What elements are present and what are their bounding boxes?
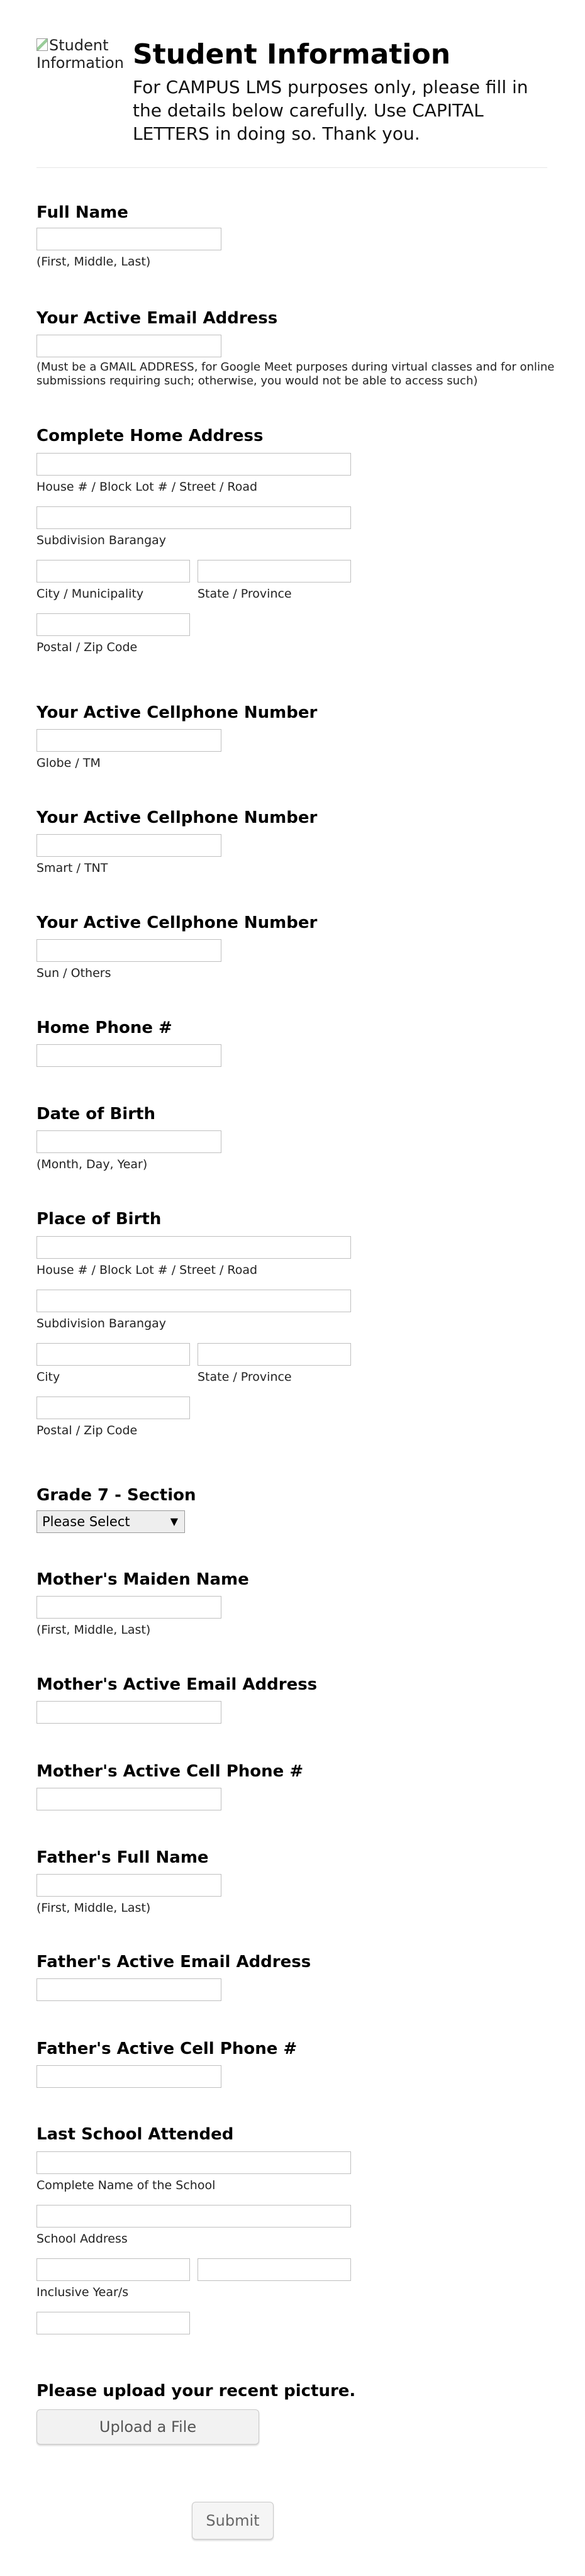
submit-button[interactable]: Submit bbox=[192, 2502, 274, 2540]
cell-sun-hint: Sun / Others bbox=[36, 966, 111, 980]
home-state-hint: State / Province bbox=[198, 587, 292, 601]
cell-smart-hint: Smart / TNT bbox=[36, 861, 108, 875]
home-zip-input[interactable] bbox=[36, 613, 190, 636]
mother-phone-input[interactable] bbox=[36, 1788, 221, 1810]
birth-city-input[interactable] bbox=[36, 1343, 190, 1366]
school-year-to-input[interactable] bbox=[198, 2258, 351, 2281]
upload-file-button[interactable]: Upload a File bbox=[36, 2409, 259, 2445]
home-address-line1-hint: House # / Block Lot # / Street / Road bbox=[36, 480, 258, 494]
form-header bbox=[36, 35, 547, 168]
school-address-hint: School Address bbox=[36, 2232, 128, 2246]
birth-zip-input[interactable] bbox=[36, 1397, 190, 1419]
cell-globe-hint: Globe / TM bbox=[36, 756, 101, 770]
full-name-input[interactable] bbox=[36, 228, 221, 250]
logo-image bbox=[36, 36, 125, 72]
home-phone-input[interactable] bbox=[36, 1044, 221, 1067]
home-phone-label: Home Phone # bbox=[36, 1018, 172, 1037]
school-year-from-input[interactable] bbox=[36, 2258, 190, 2281]
father-name-hint: (First, Middle, Last) bbox=[36, 1901, 151, 1915]
birth-state-input[interactable] bbox=[198, 1343, 351, 1366]
school-extra-input[interactable] bbox=[36, 2312, 190, 2334]
email-label: Your Active Email Address bbox=[36, 309, 278, 328]
logo-alt-text: Student Information bbox=[36, 36, 124, 72]
birth-zip-hint: Postal / Zip Code bbox=[36, 1424, 138, 1437]
home-address-line1-input[interactable] bbox=[36, 453, 351, 476]
cell-globe-label: Your Active Cellphone Number bbox=[36, 703, 318, 722]
home-state-input[interactable] bbox=[198, 560, 351, 583]
full-name-hint: (First, Middle, Last) bbox=[36, 255, 151, 269]
home-address-line2-hint: Subdivision Barangay bbox=[36, 533, 167, 547]
email-input[interactable] bbox=[36, 335, 221, 357]
home-city-input[interactable] bbox=[36, 560, 190, 583]
school-name-input[interactable] bbox=[36, 2151, 351, 2174]
father-phone-label: Father's Active Cell Phone # bbox=[36, 2039, 298, 2058]
birth-city-hint: City bbox=[36, 1370, 60, 1384]
home-zip-hint: Postal / Zip Code bbox=[36, 640, 138, 654]
picture-label: Please upload your recent picture. bbox=[36, 2382, 356, 2400]
section-select-value: Please Select bbox=[42, 1514, 130, 1529]
cell-globe-input[interactable] bbox=[36, 729, 221, 752]
page-subtitle: For CAMPUS LMS purposes only, please fill in the details below carefully. Use CAPITAL LETTERS in doing so. Thank you. bbox=[133, 77, 528, 144]
home-address-line2-input[interactable] bbox=[36, 506, 351, 529]
school-name-hint: Complete Name of the School bbox=[36, 2178, 216, 2192]
chevron-down-icon: ▼ bbox=[170, 1515, 178, 1527]
mother-name-input[interactable] bbox=[36, 1596, 221, 1619]
dob-input[interactable] bbox=[36, 1130, 221, 1153]
father-email-input[interactable] bbox=[36, 1978, 221, 2001]
home-city-hint: City / Municipality bbox=[36, 587, 144, 601]
birth-state-hint: State / Province bbox=[198, 1370, 292, 1384]
mother-email-input[interactable] bbox=[36, 1701, 221, 1724]
father-name-input[interactable] bbox=[36, 1874, 221, 1897]
birth-place-line2-input[interactable] bbox=[36, 1290, 351, 1312]
cell-sun-label: Your Active Cellphone Number bbox=[36, 913, 318, 932]
full-name-label: Full Name bbox=[36, 203, 128, 222]
school-address-input[interactable] bbox=[36, 2205, 351, 2228]
page-title: Student Information bbox=[133, 38, 451, 70]
mother-name-hint: (First, Middle, Last) bbox=[36, 1623, 151, 1637]
broken-image-icon bbox=[36, 38, 48, 51]
section-select-label: Grade 7 - Section bbox=[36, 1486, 196, 1505]
cell-smart-label: Your Active Cellphone Number bbox=[36, 808, 318, 827]
father-phone-input[interactable] bbox=[36, 2065, 221, 2088]
father-email-label: Father's Active Email Address bbox=[36, 1953, 311, 1971]
mother-name-label: Mother's Maiden Name bbox=[36, 1570, 249, 1589]
birth-place-line1-input[interactable] bbox=[36, 1236, 351, 1259]
dob-label: Date of Birth bbox=[36, 1105, 155, 1124]
father-name-label: Father's Full Name bbox=[36, 1848, 209, 1867]
school-years-hint: Inclusive Year/s bbox=[36, 2285, 129, 2299]
birth-place-line2-hint: Subdivision Barangay bbox=[36, 1317, 167, 1330]
mother-email-label: Mother's Active Email Address bbox=[36, 1675, 318, 1694]
birth-place-line1-hint: House # / Block Lot # / Street / Road bbox=[36, 1263, 258, 1277]
mother-phone-label: Mother's Active Cell Phone # bbox=[36, 1762, 304, 1781]
cell-smart-input[interactable] bbox=[36, 834, 221, 857]
home-address-label: Complete Home Address bbox=[36, 427, 264, 445]
dob-hint: (Month, Day, Year) bbox=[36, 1157, 148, 1171]
section-select[interactable] bbox=[36, 1510, 185, 1533]
cell-sun-input[interactable] bbox=[36, 939, 221, 962]
birth-place-label: Place of Birth bbox=[36, 1210, 162, 1229]
email-note: (Must be a GMAIL ADDRESS, for Google Meet purposes during virtual classes and for online submissions requiring such; otherwise, you would not be able to access such) bbox=[36, 360, 555, 388]
last-school-label: Last School Attended bbox=[36, 2125, 234, 2144]
